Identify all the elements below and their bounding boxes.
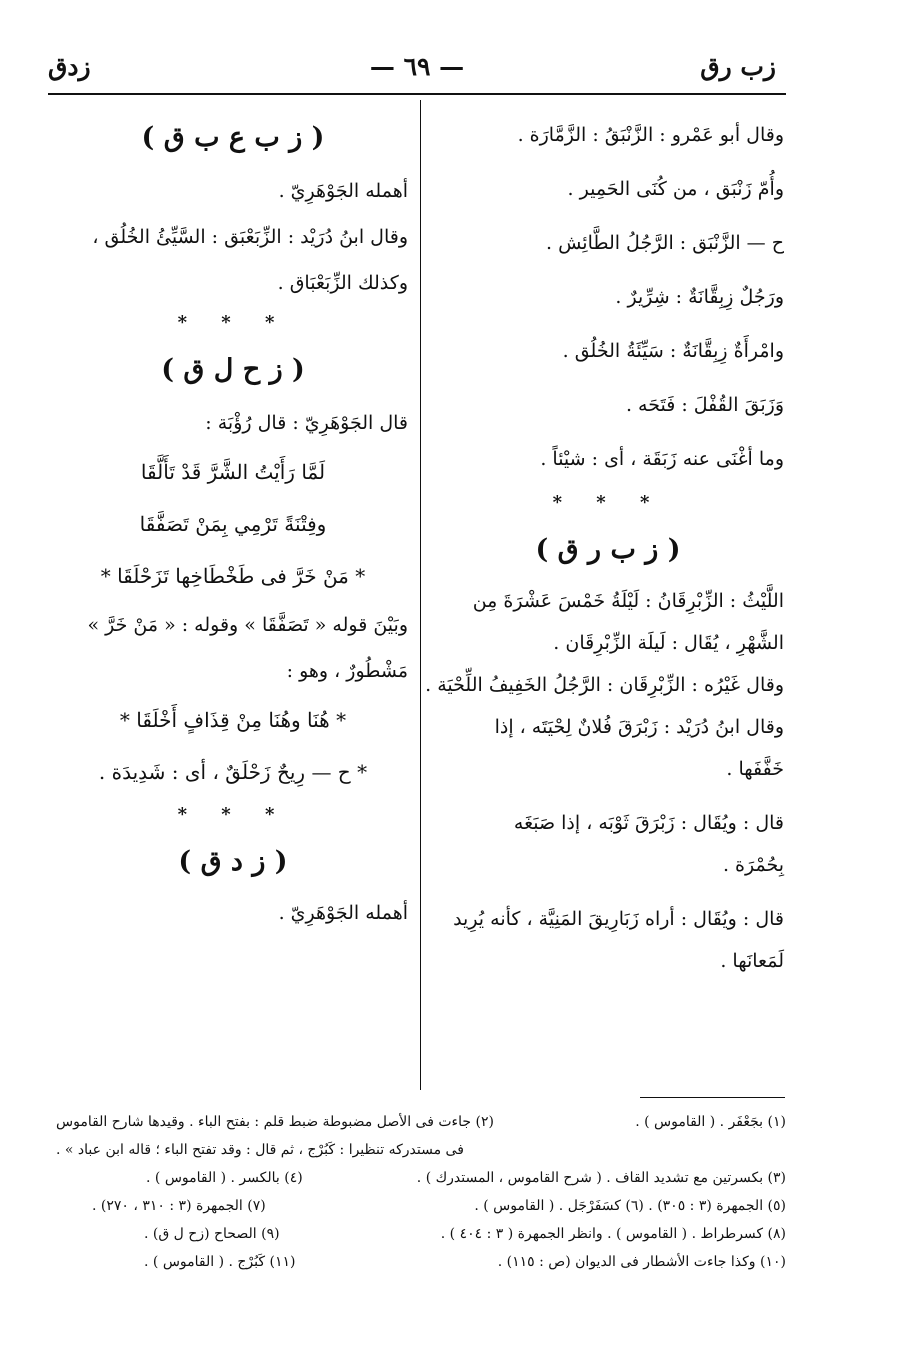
entry-heading: ( ز ح ل ق ) (161, 354, 305, 385)
verse-line: وفِتْنَةً تَرْمِي بِمَنْ تَصَفَّقَا (139, 512, 327, 536)
footnote: (٩) الصحاح (زح ل ق) . (144, 1226, 280, 1242)
text-line: الشَّهْرِ ، يُقَال : لَيلَة الزِّبْرِقَان . (553, 632, 784, 654)
text-line: مَشْطُورٌ ، وهو : (286, 660, 408, 682)
footnote: (١١) كَبُرْج . ( القاموس ) . (144, 1254, 296, 1270)
footnote: (١) بجَعْفَر . ( القاموس ) . (635, 1114, 786, 1130)
text-line: ورَجُلٌ زِبِقَّانَةٌ : شِرِّيرٌ . (615, 286, 784, 308)
text-line: أهمله الجَوْهَرِيّ . (278, 902, 408, 924)
section-separator: * * * (177, 312, 289, 333)
footnote-rule (640, 1097, 785, 1098)
left-column (58, 108, 408, 934)
right-column (425, 108, 784, 994)
footnote-line (56, 1248, 786, 1276)
verse-line: لَمَّا رَأَيْتُ الشَّرَّ قَدْ تَأَلَّقَا (140, 460, 326, 484)
header-root-word: زب رق (700, 52, 776, 81)
header-rule (48, 93, 786, 95)
text-line: وبَيْنَ قوله « تَصَفَّقَا » وقوله : « مَنْ خَرَّ » (87, 614, 408, 636)
footnote-line (56, 1220, 786, 1248)
entry-heading: ( ز ب ر ق ) (535, 534, 681, 565)
footnote: (٣) بكسرتين مع تشديد القاف . ( شرح القاموس ، المستدرك ) . (416, 1170, 786, 1186)
text-line: وكذلك الزِّبَعْبَاق . (277, 272, 408, 294)
section-separator: * * * (552, 492, 664, 513)
text-line: خَفَّفَها . (726, 758, 784, 780)
footnotes (56, 1108, 786, 1276)
verse-line: * هُنَا وهُنَا مِنْ قِذَافٍ أَخْلَقَا * (119, 708, 347, 732)
text-line: أهمله الجَوْهَرِيّ . (278, 180, 408, 202)
footnote-line (56, 1136, 786, 1164)
text-line: قال : ويُقَال : زَبْرَقَ ثَوْبَه ، إذا صَبَغَه (513, 812, 784, 834)
text-line: لَمَعانَها . (720, 950, 784, 972)
text-line: وقال أبو عَمْرو : الزَّنْبَقُ : الزَّمَّارَة . (517, 124, 784, 146)
footnote: (٥) الجمهرة (٣ : ٣٠٥) . (٦) كسَفَرْجَل . ( القاموس ) . (474, 1198, 786, 1214)
footnote: (٢) جاءت فى الأصل مضبوطة ضبط قلم : بفتح الباء . وقيدها شارح القاموس (56, 1114, 494, 1130)
footnote-line (56, 1108, 786, 1136)
footnote: (٨) كسرطراط . ( القاموس ) . وانظر الجمهرة ( ٣ : ٤٠٤ ) . (440, 1226, 786, 1242)
column-divider (420, 100, 421, 1090)
header-root-word-left: زدق (48, 52, 91, 81)
text-line: وامْرأَةٌ زِبِقَّانَةٌ : سَيِّئَةُ الخُلُق . (562, 340, 784, 362)
entry-heading: ( ز ب ع ب ق ) (141, 122, 325, 153)
text-line: ح — الزَّنْبَق : الرَّجُلُ الطَّائِش . (545, 232, 784, 254)
entry-heading: ( ز د ق ) (178, 846, 288, 877)
footnote-line (56, 1164, 786, 1192)
text-line: وما أغْنَى عنه زَبَقَة ، أى : شيْئاً . (540, 448, 784, 470)
text-line: وقال ابنُ دُرَيْد : زَبْرَقَ فُلانٌ لِحْيَتَه ، إذا (494, 716, 784, 738)
footnote: (٧) الجمهرة (٣ : ٣١٠ ، ٢٧٠) . (92, 1198, 266, 1214)
footnote-continuation: فى مستدركه تنظيرا : كَبُرْج ، ثم قال : وقد تفتح الباء ؛ قاله ابن عباد » . (56, 1142, 464, 1158)
section-separator: * * * (177, 804, 289, 825)
text-line: قال الجَوْهَرِيّ : قال رُؤْبَة : (205, 412, 408, 434)
verse-line: * ح — رِيحٌ زَحْلَقٌ ، أى : شَدِيدَة . (98, 760, 368, 784)
text-line: بِحُمْرَة . (722, 854, 784, 876)
footnote-line (56, 1192, 786, 1220)
text-line: وقال ابنُ دُرَيْد : الزِّبَعْبَق : السَّيِّئُ الخُلُق ، (92, 226, 408, 248)
text-line: وَزَبَقَ القُفْلَ : فَتَحَه . (625, 394, 784, 416)
text-line: اللَّيْثُ : الزِّبْرِقَانُ : لَيْلَةُ خَمْسَ عَشْرَةَ مِن (472, 590, 784, 612)
text-line: وقال غَيْرُه : الزِّبْرِقَان : الرَّجُلُ الخَفِيفُ اللِّحْيَة . (425, 674, 784, 696)
footnote: (٤) بالكسر . ( القاموس ) . (146, 1170, 303, 1186)
footnote: (١٠) وكذا جاءت الأشطار فى الديوان (ص : ١١٥) . (497, 1254, 786, 1270)
page-header (48, 52, 786, 92)
text-line: وأُمّ زَنْبَق ، من كُنَى الحَمِير . (567, 178, 784, 200)
page-number: — ٦٩ — (369, 52, 465, 81)
text-line: قال : ويُقَال : أراه زَبَارِيقَ المَنِيَّة ، كأنه يُرِيد (453, 908, 784, 930)
verse-line: * مَنْ خَرَّ فى طَخْطَاخِها تَزَحْلَقَا * (100, 564, 366, 588)
